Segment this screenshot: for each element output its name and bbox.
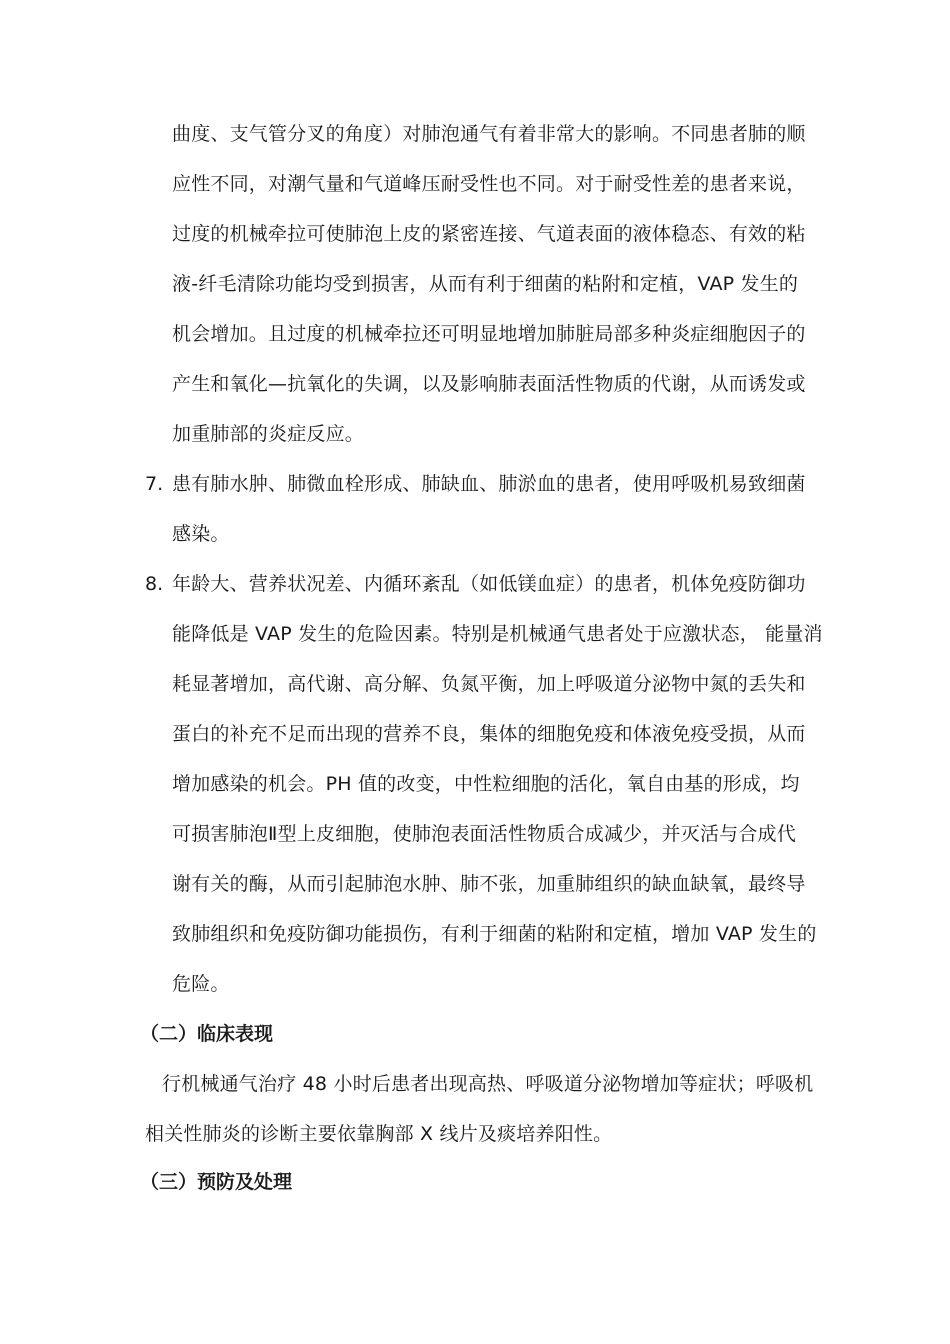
paragraph-line: 产生和氧化—抗氧化的失调，以及影响肺表面活性物质的代谢，从而诱发或 <box>172 373 806 395</box>
paragraph-line: 蛋白的补充不足而出现的营养不良，集体的细胞免疫和体液免疫受损，从而 <box>172 723 806 745</box>
paragraph-line: 过度的机械牵拉可使肺泡上皮的紧密连接、气道表面的液体稳态、有效的粘 <box>172 223 806 245</box>
paragraph-line: 增加感染的机会。PH 值的改变，中性粒细胞的活化，氧自由基的形成，均 <box>172 773 800 795</box>
paragraph-line: 相关性肺炎的诊断主要依靠胸部 X 线片及痰培养阳性。 <box>145 1123 613 1145</box>
paragraph-line: 加重肺部的炎症反应。 <box>172 423 365 445</box>
section-heading: （三）预防及处理 <box>140 1171 293 1193</box>
paragraph-line: 液-纤毛清除功能均受到损害，从而有利于细菌的粘附和定植，VAP 发生的 <box>172 273 799 295</box>
paragraph-line: 行机械通气治疗 48 小时后患者出现高热、呼吸道分泌物增加等症状；呼吸机 <box>162 1073 814 1095</box>
section-heading: （二）临床表现 <box>140 1023 274 1045</box>
paragraph-line: 应性不同，对潮气量和气道峰压耐受性也不同。对于耐受性差的患者来说， <box>172 173 806 195</box>
paragraph-line: 能降低是 VAP 发生的危险因素。特别是机械通气患者处于应激状态， 能量消 <box>172 623 823 645</box>
paragraph-line: 患有肺水肿、肺微血栓形成、肺缺血、肺淤血的患者，使用呼吸机易致细菌 <box>172 473 806 495</box>
list-number: 7. <box>145 473 164 495</box>
list-number: 8. <box>145 573 164 595</box>
paragraph-line: 曲度、支气管分叉的角度）对肺泡通气有着非常大的影响。不同患者肺的顺 <box>172 123 806 145</box>
paragraph-line: 可损害肺泡Ⅱ型上皮细胞，使肺泡表面活性物质合成减少，并灭活与合成代 <box>172 823 796 845</box>
paragraph-line: 致肺组织和免疫防御功能损伤，有利于细菌的粘附和定植，增加 VAP 发生的 <box>172 923 817 945</box>
paragraph-line: 机会增加。且过度的机械牵拉还可明显地增加肺脏局部多种炎症细胞因子的 <box>172 323 806 345</box>
paragraph-line: 年龄大、营养状况差、内循环紊乱（如低镁血症）的患者，机体免疫防御功 <box>172 573 806 595</box>
paragraph-line: 感染。 <box>172 523 230 545</box>
paragraph-line: 危险。 <box>172 973 230 995</box>
paragraph-line: 谢有关的酶，从而引起肺泡水肿、肺不张，加重肺组织的缺血缺氧，最终导 <box>172 873 806 895</box>
paragraph-line: 耗显著增加，高代谢、高分解、负氮平衡，加上呼吸道分泌物中氮的丢失和 <box>172 673 806 695</box>
